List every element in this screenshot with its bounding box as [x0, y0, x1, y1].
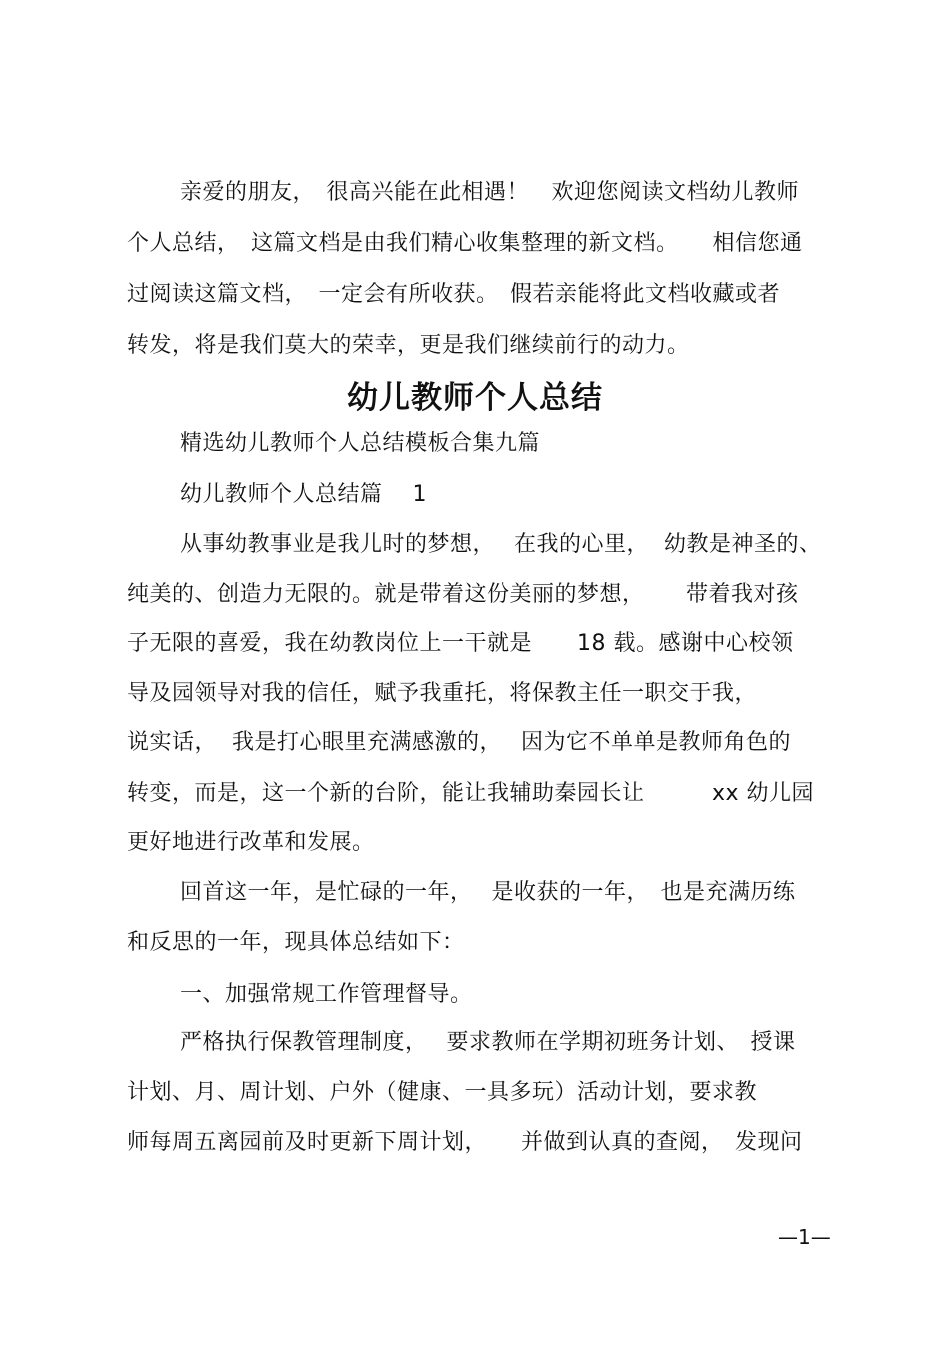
subtitle: 精选幼儿教师个人总结模板合集九篇	[180, 431, 541, 456]
page-number: —1—	[778, 1225, 831, 1249]
body-line: 一、加强常规工作管理督导。	[180, 982, 473, 1007]
body-line: 纯美的、创造力无限的。就是带着这份美丽的梦想， 带着我对孩	[127, 582, 799, 607]
document-title: 幼儿教师个人总结	[347, 380, 603, 416]
body-line: 转变，而是，这一个新的台阶，能让我辅助秦园长让 xx 幼儿园	[127, 781, 815, 806]
body-line: 回首这一年，是忙碌的一年， 是收获的一年， 也是充满历练	[180, 880, 796, 905]
body-line: 说实话， 我是打心眼里充满感激的， 因为它不单单是教师角色的	[127, 730, 791, 755]
body-line: 导及园领导对我的信任，赋予我重托，将保教主任一职交于我，	[127, 681, 758, 706]
body-line: 严格执行保教管理制度， 要求教师在学期初班务计划、 授课	[180, 1030, 796, 1055]
body-line: 和反思的一年，现具体总结如下：	[127, 930, 465, 955]
intro-line-1: 亲爱的朋友， 很高兴能在此相遇！ 欢迎您阅读文档幼儿教师	[180, 180, 800, 205]
section-heading: 幼儿教师个人总结篇 1	[180, 482, 427, 507]
body-line: 计划、月、周计划、户外（健康、一具多玩）活动计划，要求教	[127, 1080, 758, 1105]
intro-line-3: 过阅读这篇文档， 一定会有所收获。 假若亲能将此文档收藏或者	[127, 282, 781, 307]
body-line: 更好地进行改革和发展。	[127, 830, 375, 855]
body-line: 子无限的喜爱，我在幼教岗位上一干就是 18 载。感谢中心校领	[127, 631, 794, 656]
body-line: 从事幼教事业是我儿时的梦想， 在我的心里， 幼教是神圣的、	[180, 532, 822, 557]
intro-line-4: 转发，将是我们莫大的荣幸，更是我们继续前行的动力。	[127, 333, 690, 358]
body-line: 师每周五离园前及时更新下周计划， 并做到认真的查阅， 发现问	[127, 1130, 803, 1155]
intro-line-2: 个人总结， 这篇文档是由我们精心收集整理的新文档。 相信您通	[127, 231, 803, 256]
